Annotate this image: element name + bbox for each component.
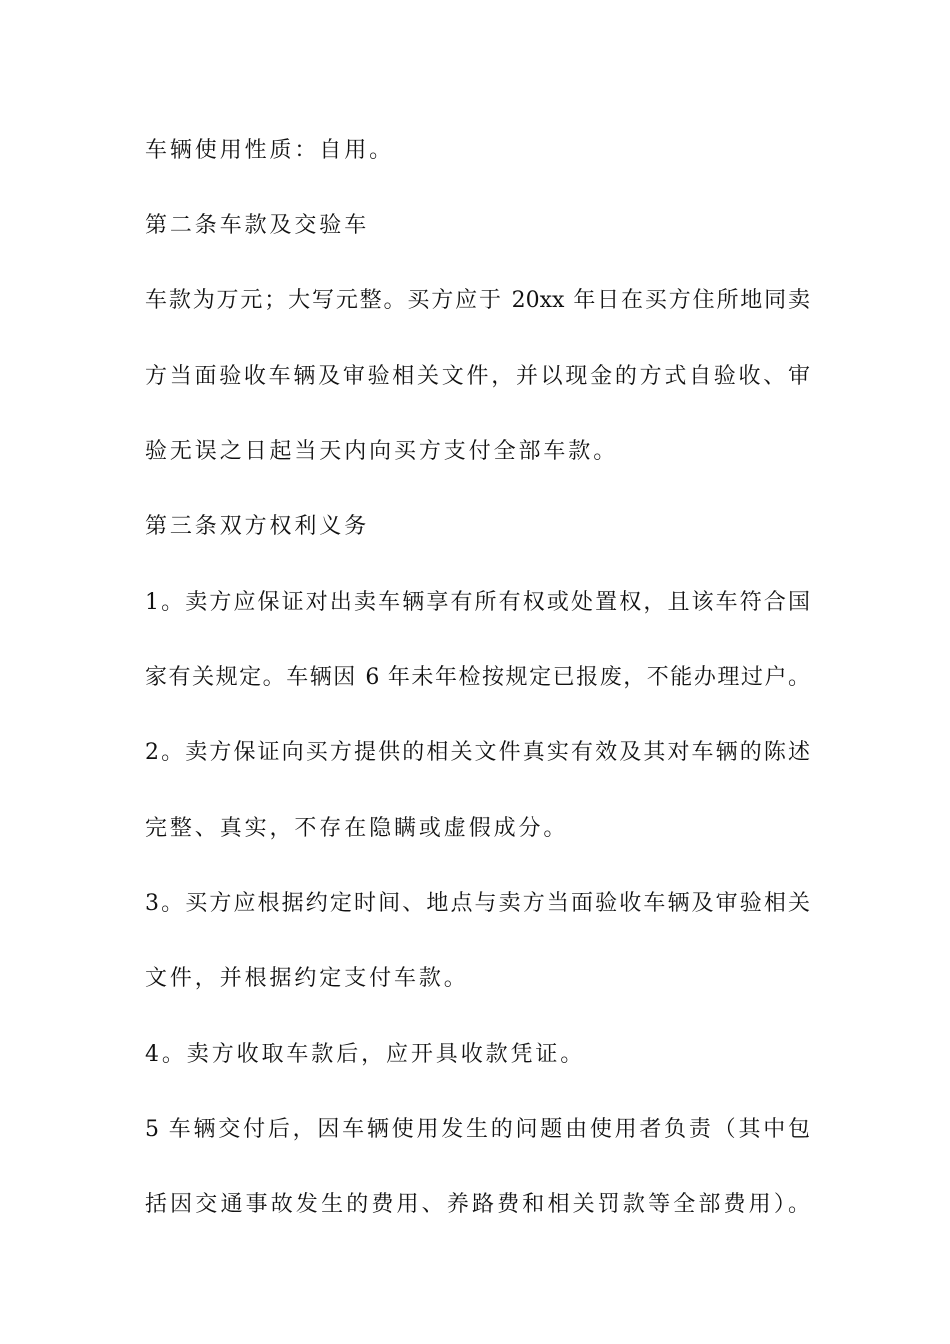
text-line: 2。卖方保证向买方提供的相关文件真实有效及其对车辆的陈述 xyxy=(145,740,810,765)
section-heading: 第二条车款及交验车 xyxy=(145,213,370,238)
text-line: 方当面验收车辆及审验相关文件，并以现金的方式自验收、审 xyxy=(145,364,810,389)
text-line: 文件，并根据约定支付车款。 xyxy=(145,966,469,991)
text-line: 验无误之日起当天内向买方支付全部车款。 xyxy=(145,439,619,464)
text-line: 家有关规定。车辆因 6 年未年检按规定已报废，不能办理过户。 xyxy=(145,665,810,690)
text-line: 括因交通事故发生的费用、养路费和相关罚款等全部费用）。 xyxy=(145,1192,810,1217)
text-line: 完整、真实，不存在隐瞒或虚假成分。 xyxy=(145,816,569,841)
text-line: 4。卖方收取车款后，应开具收款凭证。 xyxy=(145,1042,586,1067)
text-line: 3。买方应根据约定时间、地点与卖方当面验收车辆及审验相关 xyxy=(145,891,810,916)
text-line: 车款为万元；大写元整。买方应于 20xx 年日在买方住所地同卖 xyxy=(145,288,810,313)
section-heading: 第三条双方权利义务 xyxy=(145,514,370,539)
text-line: 1。卖方应保证对出卖车辆享有所有权或处置权，且该车符合国 xyxy=(145,590,810,615)
text-line: 车辆使用性质：自用。 xyxy=(145,138,395,163)
text-line: 5 车辆交付后，因车辆使用发生的问题由使用者负责（其中包 xyxy=(145,1117,810,1142)
